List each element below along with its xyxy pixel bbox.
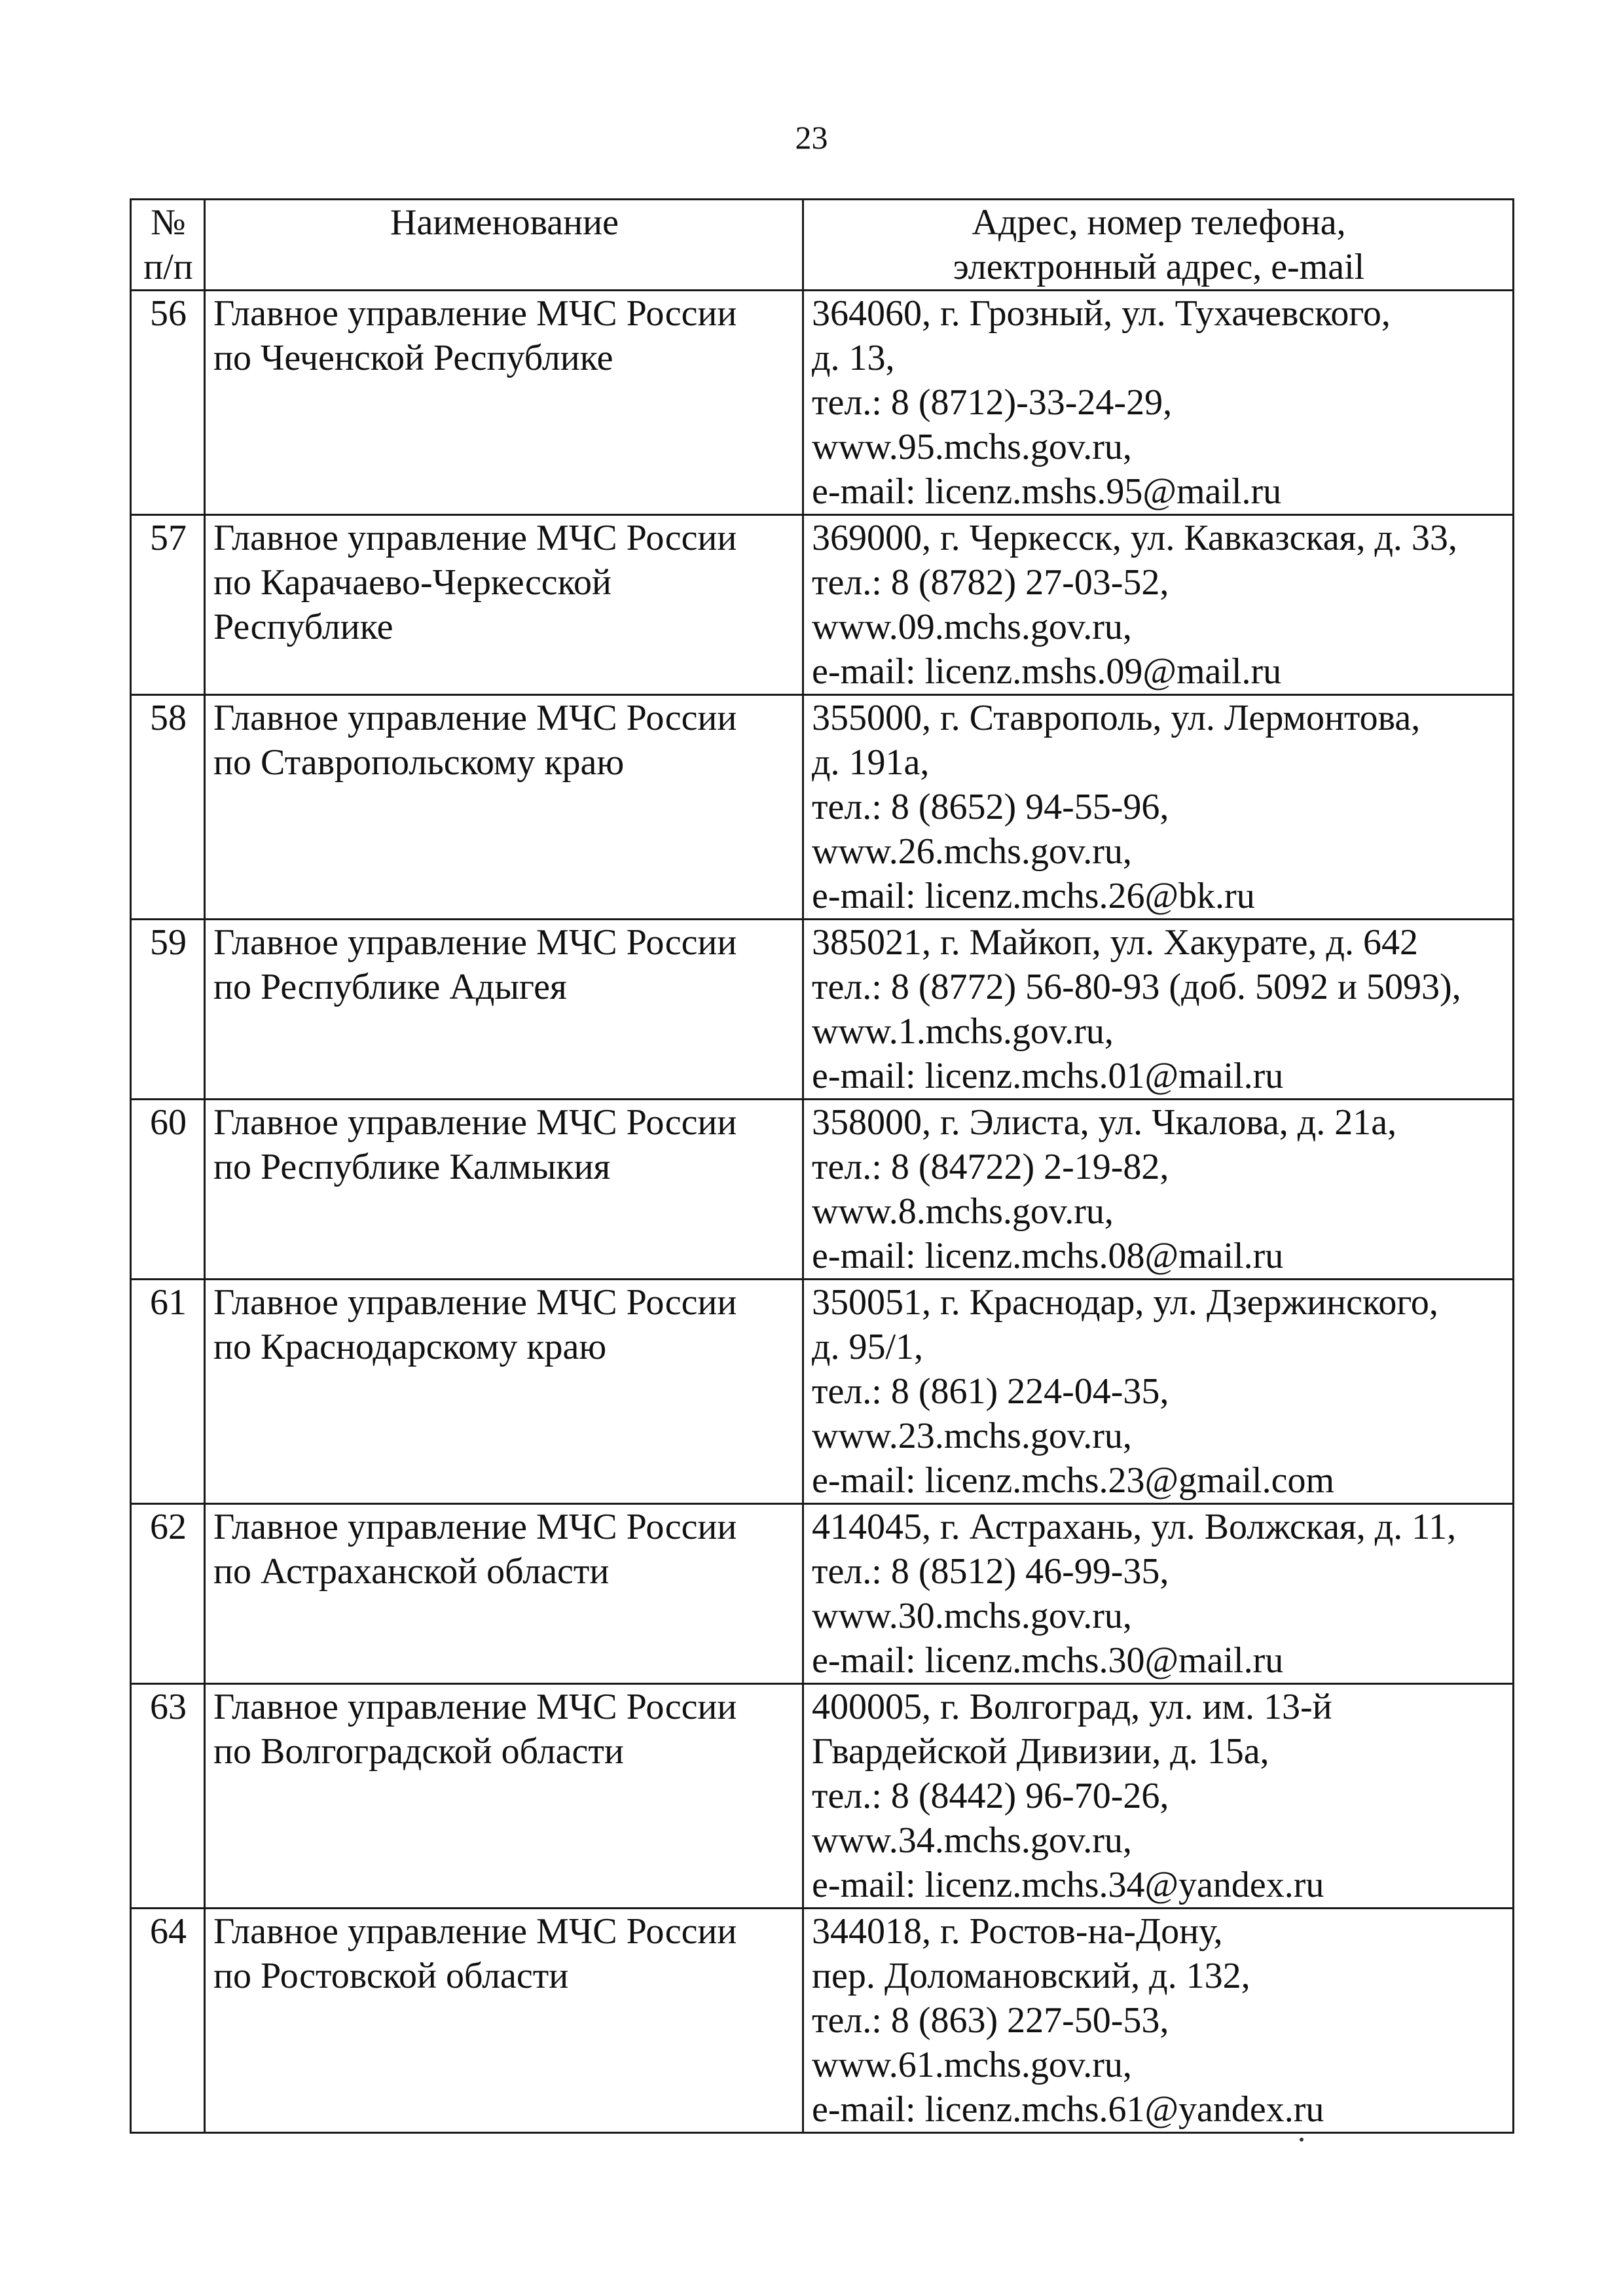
row-name-line: Главное управление МЧС России — [213, 518, 737, 558]
row-name-cell — [205, 1684, 803, 1909]
row-address-cell — [803, 1909, 1514, 2133]
row-address-line: e-mail: licenz.mshs.95@mail.ru — [812, 471, 1282, 512]
row-address-line: 358000, г. Элиста, ул. Чкалова, д. 21а, — [812, 1102, 1397, 1143]
row-name-line: Главное управление МЧС России — [213, 698, 737, 738]
row-number: 63 — [131, 1684, 205, 1909]
row-address-line: www.34.mchs.gov.ru, — [812, 1820, 1132, 1861]
row-address-line: www.09.mchs.gov.ru, — [812, 607, 1132, 647]
row-name-cell — [205, 515, 803, 695]
row-address-cell — [803, 515, 1514, 695]
row-address-line: 344018, г. Ростов-на-Дону, — [812, 1911, 1223, 1952]
row-address-line: e-mail: licenz.mchs.23@gmail.com — [812, 1460, 1334, 1501]
row-address-line: тел.: 8 (84722) 2-19-82, — [812, 1147, 1169, 1187]
row-address-cell — [803, 920, 1514, 1100]
row-address-line: www.61.mchs.gov.ru, — [812, 2045, 1132, 2085]
page-number: 23 — [795, 119, 828, 156]
table-row — [131, 1684, 1514, 1909]
header-address-line: Адрес, номер телефона, — [972, 202, 1346, 243]
table-row — [131, 920, 1514, 1100]
table-row — [131, 1504, 1514, 1684]
row-address-cell — [803, 291, 1514, 515]
header-name-label: Наименование — [390, 202, 619, 243]
table-row — [131, 515, 1514, 695]
header-number-line: № — [151, 202, 186, 243]
row-address-line: e-mail: licenz.mchs.34@yandex.ru — [812, 1865, 1324, 1905]
row-address-line: д. 95/1, — [812, 1327, 924, 1367]
row-address-line: тел.: 8 (8772) 56-80-93 (доб. 5092 и 5093), — [812, 967, 1461, 1007]
row-name-cell — [205, 695, 803, 920]
row-name-line: по Чеченской Республике — [213, 338, 613, 378]
row-address-line: www.1.mchs.gov.ru, — [812, 1011, 1114, 1052]
row-address-line: тел.: 8 (8652) 94-55-96, — [812, 787, 1169, 827]
row-name-line: Главное управление МЧС России — [213, 1911, 737, 1952]
row-name-cell — [205, 1100, 803, 1280]
row-name-cell — [205, 1280, 803, 1504]
row-number: 62 — [131, 1504, 205, 1684]
row-address-line: тел.: 8 (8712)-33-24-29, — [812, 382, 1173, 423]
row-number: 59 — [131, 920, 205, 1100]
row-address-line: 385021, г. Майкоп, ул. Хакурате, д. 642 — [812, 922, 1419, 963]
header-address — [803, 200, 1514, 291]
table-body — [131, 291, 1514, 2133]
row-address-line: e-mail: licenz.mchs.61@yandex.ru — [812, 2089, 1324, 2130]
row-address-line: пер. Доломановский, д. 132, — [812, 1956, 1250, 1996]
row-address-line: тел.: 8 (8512) 46-99-35, — [812, 1551, 1169, 1592]
row-address-line: www.26.mchs.gov.ru, — [812, 831, 1132, 872]
row-address-line: тел.: 8 (8782) 27-03-52, — [812, 562, 1169, 603]
row-name-line: по Ставропольскому краю — [213, 742, 625, 783]
row-address-cell — [803, 1280, 1514, 1504]
row-address-line: тел.: 8 (863) 227-50-53, — [812, 2000, 1169, 2041]
row-number: 61 — [131, 1280, 205, 1504]
row-name-line: Главное управление МЧС России — [213, 1102, 737, 1143]
row-number: 64 — [131, 1909, 205, 2133]
row-address-line: 414045, г. Астрахань, ул. Волжская, д. 11, — [812, 1507, 1457, 1547]
table-header-row — [131, 200, 1514, 291]
row-number: 58 — [131, 695, 205, 920]
row-address-line: д. 191а, — [812, 742, 930, 783]
row-name-line: по Республике Калмыкия — [213, 1147, 611, 1187]
row-address-line: www.8.mchs.gov.ru, — [812, 1191, 1114, 1232]
row-address-line: e-mail: licenz.mshs.09@mail.ru — [812, 651, 1282, 692]
row-address-cell — [803, 1504, 1514, 1684]
row-name-line: Главное управление МЧС России — [213, 293, 737, 334]
row-address-line: www.30.mchs.gov.ru, — [812, 1596, 1132, 1636]
row-address-line: 350051, г. Краснодар, ул. Дзержинского, — [812, 1282, 1438, 1323]
row-address-line: 400005, г. Волгоград, ул. им. 13-й — [812, 1687, 1332, 1727]
row-name-line: по Астраханской области — [213, 1551, 610, 1592]
row-name-line: Главное управление МЧС России — [213, 1282, 737, 1323]
table-row — [131, 1909, 1514, 2133]
row-name-line: по Карачаево-Черкесской — [213, 562, 611, 603]
row-address-line: 369000, г. Черкесск, ул. Кавказская, д. 33, — [812, 518, 1457, 558]
row-name-line: Главное управление МЧС России — [213, 922, 737, 963]
row-address-line: тел.: 8 (8442) 96-70-26, — [812, 1776, 1169, 1816]
row-address-cell — [803, 695, 1514, 920]
registry-table — [130, 198, 1514, 2134]
row-name-line: по Волгоградской области — [213, 1731, 624, 1772]
row-name-cell — [205, 291, 803, 515]
row-address-line: e-mail: licenz.mchs.26@bk.ru — [812, 876, 1255, 916]
row-name-line: по Краснодарскому краю — [213, 1327, 607, 1367]
row-number: 57 — [131, 515, 205, 695]
row-number: 60 — [131, 1100, 205, 1280]
row-address-line: www.95.mchs.gov.ru, — [812, 427, 1132, 467]
table-row — [131, 291, 1514, 515]
row-name-cell — [205, 1909, 803, 2133]
row-name-cell — [205, 1504, 803, 1684]
row-number: 56 — [131, 291, 205, 515]
row-name-cell — [205, 920, 803, 1100]
row-name-line: по Республике Адыгея — [213, 967, 567, 1007]
row-address-line: тел.: 8 (861) 224-04-35, — [812, 1371, 1169, 1412]
row-address-line: Гвардейской Дивизии, д. 15а, — [812, 1731, 1269, 1772]
table-row — [131, 1100, 1514, 1280]
row-address-line: e-mail: licenz.mchs.01@mail.ru — [812, 1056, 1284, 1096]
header-address-line: электронный адрес, e-mail — [953, 247, 1365, 287]
table-row — [131, 695, 1514, 920]
header-name — [205, 200, 803, 291]
row-name-line: Главное управление МЧС России — [213, 1687, 737, 1727]
row-address-line: 355000, г. Ставрополь, ул. Лермонтова, — [812, 698, 1421, 738]
row-name-line: Главное управление МЧС России — [213, 1507, 737, 1547]
row-address-cell — [803, 1684, 1514, 1909]
row-name-line: Республике — [213, 607, 393, 647]
header-number-line: п/п — [143, 247, 193, 287]
row-name-line: по Ростовской области — [213, 1956, 569, 1996]
table-row — [131, 1280, 1514, 1504]
row-address-cell — [803, 1100, 1514, 1280]
row-address-line: www.23.mchs.gov.ru, — [812, 1416, 1132, 1456]
row-address-line: д. 13, — [812, 338, 895, 378]
row-address-line: e-mail: licenz.mchs.08@mail.ru — [812, 1236, 1284, 1276]
header-number — [131, 200, 205, 291]
row-address-line: e-mail: licenz.mchs.30@mail.ru — [812, 1640, 1284, 1681]
row-address-line: 364060, г. Грозный, ул. Тухачевского, — [812, 293, 1391, 334]
scan-speck — [1300, 2138, 1304, 2142]
